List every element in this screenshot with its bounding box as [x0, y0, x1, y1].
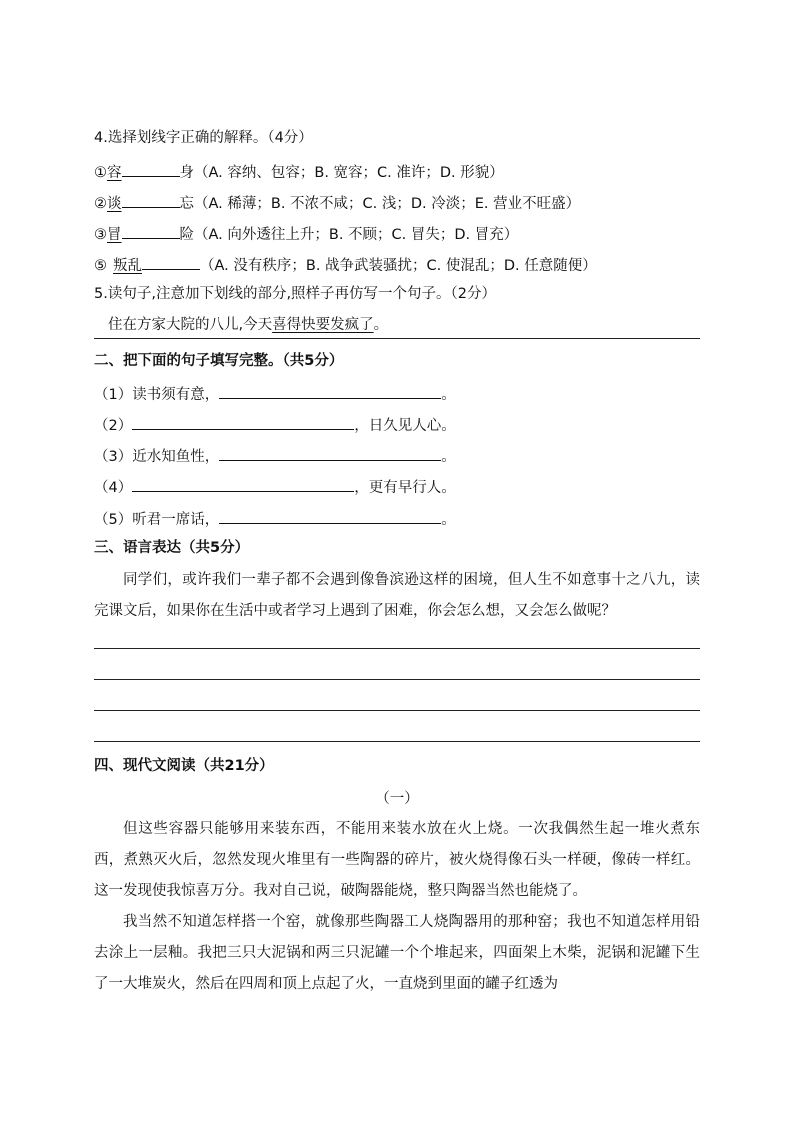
sec2-title: 二、把下面的句子填写完整。（共5分） — [94, 353, 344, 369]
sec4-title: 四、现代文阅读（共21分） — [94, 758, 274, 774]
answer-line[interactable] — [94, 741, 700, 742]
q4-underlined-char: 冒 — [107, 227, 122, 243]
q4-item-num: ② — [94, 196, 107, 212]
q4-item-text: 身（A. 容纳、包容；B. 宽容；C. 准许；D. 形貌） — [179, 165, 504, 181]
sec2-item-5 — [94, 507, 456, 530]
q4-item-3 — [94, 222, 518, 245]
fill-blank[interactable] — [132, 475, 354, 492]
q4-item-1 — [94, 160, 504, 183]
sec2-item-4 — [94, 475, 456, 498]
q4-item-num: ⑤ — [94, 258, 107, 274]
q4-underlined-word: 叛乱 — [113, 258, 142, 274]
q5-answer-line[interactable] — [94, 338, 700, 339]
answer-blank[interactable] — [142, 253, 200, 270]
q4-item-2 — [94, 191, 580, 214]
q4-item-4 — [94, 253, 597, 276]
answer-line[interactable] — [94, 710, 700, 711]
q4-underlined-char: 容 — [107, 165, 122, 181]
sec2-item-label: （2） — [94, 418, 133, 434]
q5-prompt: 5.读句子,注意加下划线的部分,照样子再仿写一个句子。（2分） — [94, 286, 497, 302]
q4-prompt: 4.选择划线字正确的解释。（4分） — [94, 130, 313, 146]
answer-line[interactable] — [94, 648, 700, 649]
fill-blank[interactable] — [219, 507, 441, 524]
answer-blank[interactable] — [122, 222, 180, 239]
sec4-subtitle: （一） — [375, 791, 419, 807]
sec2-item-3 — [94, 444, 456, 467]
answer-blank[interactable] — [122, 160, 180, 177]
q5-example-suffix: 。 — [373, 317, 389, 333]
q4-item-text: 险（A. 向外透往上升；B. 不顾；C. 冒失；D. 冒充） — [179, 227, 519, 243]
sec2-item-suffix: 。 — [441, 512, 456, 528]
fill-blank[interactable] — [132, 413, 354, 430]
q5-example — [108, 315, 388, 335]
sec2-item-suffix: ，日久见人心。 — [354, 418, 456, 434]
sec2-item-suffix: 。 — [441, 387, 456, 403]
q5-example-underlined: 喜得快要发疯了 — [272, 317, 374, 333]
sec2-item-label: （3）近水知鱼性， — [94, 449, 220, 465]
q4-item-text: 忘（A. 稀薄；B. 不浓不咸；C. 浅；D. 冷淡；E. 营业不旺盛） — [179, 196, 581, 212]
fill-blank[interactable] — [219, 382, 441, 399]
sec4-paragraph-1: 但这些容器只能够用来装东西，不能用来装水放在火上烧。一次我偶然生起一堆火煮东西，煮熟灭火后，忽然发现火堆里有一些陶器的碎片，被火烧得像石头一样硬，像砖一样红。这一发现使我惊喜万分。我对自己说，破陶器能烧，整只陶器当然也能烧了。 — [94, 821, 700, 899]
sec2-item-1 — [94, 382, 456, 405]
q5-example-prefix: 住在方家大院的八儿,今天 — [108, 317, 273, 333]
sec2-item-suffix: ，更有早行人。 — [354, 480, 456, 496]
answer-blank[interactable] — [122, 191, 180, 208]
sec4-paragraph-2: 我当然不知道怎样搭一个窑，就像那些陶器工人烧陶器用的那种窑；我也不知道怎样用铅去涂上一层釉。我把三只大泥锅和两三只泥罐一个个堆起来，四面架上木柴，泥锅和泥罐下生了一大堆炭火，然后在四周和顶上点起了火，一直烧到里面的罐子红透为 — [94, 914, 700, 992]
sec2-item-label: （4） — [94, 480, 133, 496]
sec3-title: 三、语言表达（共5分） — [94, 540, 250, 556]
sec2-item-label: （5）听君一席话， — [94, 512, 220, 528]
answer-line[interactable] — [94, 679, 700, 680]
q4-underlined-char: 谈 — [107, 196, 122, 212]
sec2-item-2 — [94, 413, 456, 436]
q4-item-text: （A. 没有秩序；B. 战争武装骚扰；C. 使混乱；D. 任意随便） — [200, 258, 597, 274]
sec3-prompt: 同学们，或许我们一辈子都不会遇到像鲁滨逊这样的困境，但人生不如意事十之八九，读完课文后，如果你在生活中或者学习上遇到了困难，你会怎么想，又会怎么做呢？ — [94, 572, 700, 619]
q4-item-num: ① — [94, 165, 107, 181]
q4-item-num: ③ — [94, 227, 107, 243]
sec2-item-label: （1）读书须有意， — [94, 387, 220, 403]
sec2-item-suffix: 。 — [441, 449, 456, 465]
fill-blank[interactable] — [219, 444, 441, 461]
